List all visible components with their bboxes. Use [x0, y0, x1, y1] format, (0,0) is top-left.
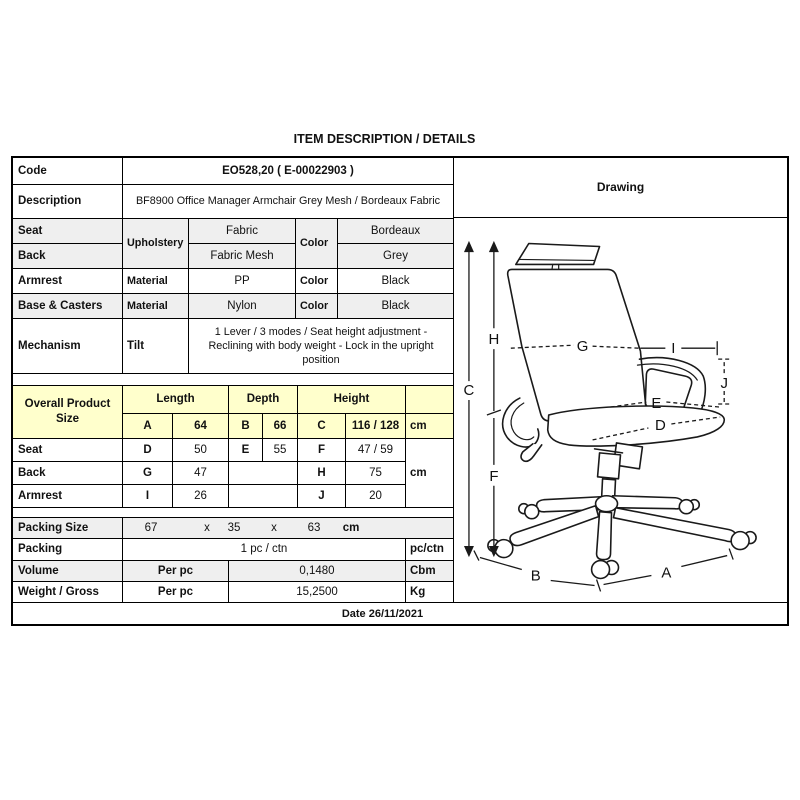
packing-size-v2: 35: [227, 521, 241, 534]
dim-j-value: 20: [345, 484, 405, 507]
dim-label-A: A: [661, 563, 672, 581]
armrest-label: Armrest: [12, 268, 122, 293]
dim-label-G: G: [576, 337, 589, 355]
weight-per: Per pc: [122, 581, 228, 602]
code-value: EO528,20 ( E-00022903 ): [122, 157, 453, 184]
upholstery-label: Upholstery: [122, 218, 188, 268]
dim-c-key: C: [297, 413, 345, 438]
dim-g-key: G: [122, 461, 172, 484]
volume-label: Volume: [12, 560, 122, 581]
dim-h-key: H: [297, 461, 345, 484]
chair-base: [510, 495, 736, 559]
packing-size-x2: x: [271, 521, 277, 534]
dim-h-value: 75: [345, 461, 405, 484]
description-label: Description: [12, 184, 122, 218]
depth-header: Depth: [228, 385, 297, 413]
mechanism-label: Mechanism: [12, 318, 122, 373]
dim-label-F: F: [489, 467, 499, 485]
drawing-cell: [453, 217, 787, 602]
packing-unit: pc/ctn: [405, 538, 453, 560]
seat-color: Bordeaux: [337, 218, 453, 243]
dim-label-D: D: [654, 416, 666, 434]
size-row-seat-label: Seat: [12, 438, 122, 461]
size-header-label: Overall Product Size: [12, 385, 122, 438]
chair-seat: [548, 406, 725, 446]
dim-label-C: C: [463, 381, 475, 399]
dim-a-value: 64: [172, 413, 228, 438]
weight-value: 15,2500: [228, 581, 405, 602]
base-material: Nylon: [188, 293, 295, 318]
dim-i-key: I: [122, 484, 172, 507]
dim-e-key: E: [228, 438, 262, 461]
armrest-material: PP: [188, 268, 295, 293]
packing-size-label: Packing Size: [12, 517, 122, 538]
seat-label: Seat: [12, 218, 122, 243]
base-group: Material: [122, 293, 188, 318]
packing-size-v3: 63: [307, 521, 321, 534]
chair-gas-lift: [598, 452, 621, 478]
volume-value: 0,1480: [228, 560, 405, 581]
back-label: Back: [12, 243, 122, 268]
section-gap: [12, 507, 453, 517]
dim-e-value: 55: [262, 438, 297, 461]
size-rows-unit: cm: [405, 438, 453, 507]
dim-label-E: E: [651, 394, 662, 412]
size-row-back-empty: [228, 461, 297, 484]
dim-label-H: H: [488, 330, 500, 348]
volume-unit: Cbm: [405, 560, 453, 581]
dim-j-key: J: [297, 484, 345, 507]
chair-headrest: [516, 243, 600, 264]
mechanism-group: Tilt: [122, 318, 188, 373]
weight-label: Weight / Gross: [12, 581, 122, 602]
weight-unit: Kg: [405, 581, 453, 602]
date-row: Date 26/11/2021: [12, 602, 787, 625]
dim-f-value: 47 / 59: [345, 438, 405, 461]
page-title: ITEM DESCRIPTION / DETAILS: [293, 132, 476, 146]
dim-label-I: I: [671, 339, 676, 357]
packing-label: Packing: [12, 538, 122, 560]
length-header: Length: [122, 385, 228, 413]
dim-i-value: 26: [172, 484, 228, 507]
dim-a-key: A: [122, 413, 172, 438]
mechanism-value: 1 Lever / 3 modes / Seat height adjustment - Reclining with body weight - Lock in the upright position: [188, 318, 453, 373]
armrest-color-label: Color: [295, 268, 337, 293]
packing-value: 1 pc / ctn: [122, 538, 405, 560]
height-header: Height: [297, 385, 405, 413]
back-material: Fabric Mesh: [188, 243, 295, 268]
dim-b-value: 66: [262, 413, 297, 438]
dim-f-key: F: [297, 438, 345, 461]
dim-c-value: 116 / 128: [345, 413, 405, 438]
dim-d-key: D: [122, 438, 172, 461]
dim-d-value: 50: [172, 438, 228, 461]
back-color: Grey: [337, 243, 453, 268]
base-color-label: Color: [295, 293, 337, 318]
description-value: BF8900 Office Manager Armchair Grey Mesh / Bordeaux Fabric: [122, 184, 453, 218]
volume-per: Per pc: [122, 560, 228, 581]
packing-size-unit: cm: [342, 521, 360, 534]
drawing-header: Drawing: [453, 157, 787, 217]
size-row-armrest-empty: [228, 484, 297, 507]
packing-size-x1: x: [204, 521, 210, 534]
armrest-color: Black: [337, 268, 453, 293]
size-row-back-label: Back: [12, 461, 122, 484]
dim-b-key: B: [228, 413, 262, 438]
seat-material: Fabric: [188, 218, 295, 243]
dim-g-value: 47: [172, 461, 228, 484]
code-label: Code: [12, 157, 122, 184]
overall-unit: cm: [405, 413, 453, 438]
section-gap: [12, 373, 453, 385]
unit-header-empty: [405, 385, 453, 413]
packing-size-value: [122, 517, 453, 538]
dim-label-B: B: [530, 566, 541, 584]
dim-label-J: J: [720, 374, 728, 392]
armrest-group: Material: [122, 268, 188, 293]
size-row-armrest-label: Armrest: [12, 484, 122, 507]
chair-drawing: [454, 218, 787, 603]
base-label: Base & Casters: [12, 293, 122, 318]
packing-size-v1: 67: [144, 521, 158, 534]
seat-back-color-label: Color: [295, 218, 337, 268]
base-color: Black: [337, 293, 453, 318]
